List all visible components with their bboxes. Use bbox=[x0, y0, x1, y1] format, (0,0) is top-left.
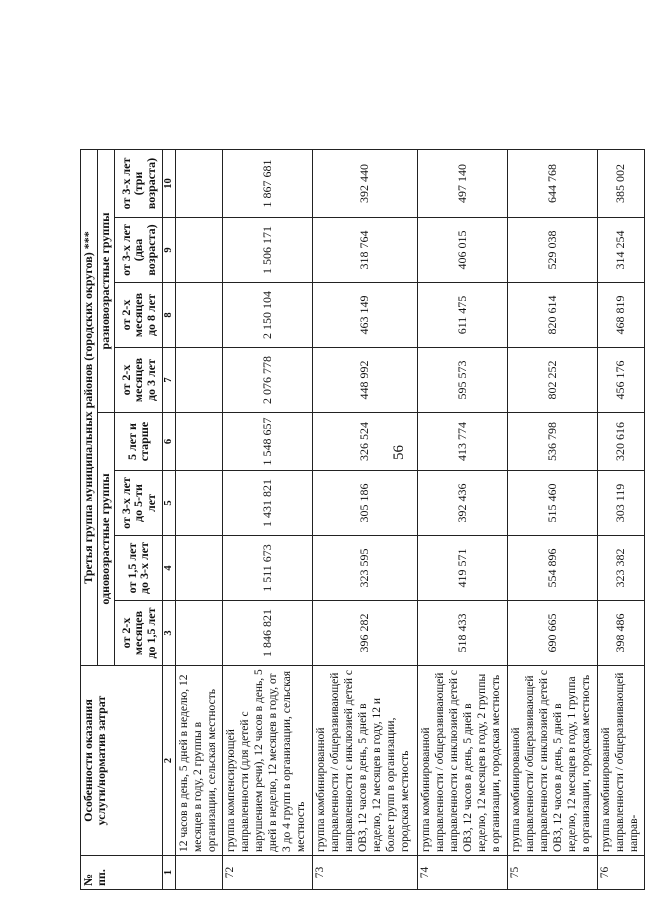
row-value: 456 176 bbox=[598, 348, 645, 413]
row-value: 1 846 821 bbox=[222, 601, 312, 666]
col-number: 8 bbox=[162, 283, 175, 348]
row-value: 1 506 171 bbox=[222, 218, 312, 283]
row-value bbox=[175, 149, 222, 217]
table-row bbox=[222, 149, 312, 889]
row-value: 326 524 bbox=[312, 413, 417, 471]
row-desc: группа компенсирующей направленности (для детей с нарушением речи), 12 часов в день, 5 дней в неделю, 12 месяцев в году, от 3 до 4 групп в организации, сельская местность bbox=[222, 666, 312, 856]
row-value: 318 764 bbox=[312, 218, 417, 283]
col-number: 3 bbox=[162, 601, 175, 666]
row-value bbox=[175, 601, 222, 666]
row-value: 413 774 bbox=[417, 413, 507, 471]
row-value: 518 433 bbox=[417, 601, 507, 666]
header-col-10: от 3-х лет (три возраста) bbox=[115, 149, 163, 217]
row-value: 644 768 bbox=[507, 149, 597, 217]
row-value: 820 614 bbox=[507, 283, 597, 348]
row-value: 536 798 bbox=[507, 413, 597, 471]
row-value bbox=[175, 218, 222, 283]
row-value: 406 015 bbox=[417, 218, 507, 283]
header-mixed-age: разновозрастные группы bbox=[98, 149, 115, 412]
col-number: 5 bbox=[162, 471, 175, 536]
row-value: 1 867 681 bbox=[222, 149, 312, 217]
row-value: 1 548 657 bbox=[222, 413, 312, 471]
row-desc: группа комбинированной направленности / общеразвивающей направленности с инклюзией детей с ОВЗ, 12 часов в день, 5 дней в неделю, 12 месяцев в году, 2 группы в организации, городская местность bbox=[417, 666, 507, 856]
row-value: 2 076 778 bbox=[222, 348, 312, 413]
row-value: 690 665 bbox=[507, 601, 597, 666]
row-value: 1 431 821 bbox=[222, 471, 312, 536]
header-col-5: от 3-х лет до 5-ти лет bbox=[115, 471, 163, 536]
header-col-7: от 2-х месяцев до 3 лет bbox=[115, 348, 163, 413]
header-num: № пп. bbox=[81, 856, 163, 890]
row-num: 76 bbox=[598, 856, 645, 890]
header-same-age: одновозрастные группы bbox=[98, 413, 115, 666]
row-num: 73 bbox=[312, 856, 417, 890]
row-desc: группа комбинированной направленности / общеразвивающей направ- bbox=[598, 666, 645, 856]
row-value: 398 486 bbox=[598, 601, 645, 666]
row-value bbox=[175, 536, 222, 601]
row-value: 303 119 bbox=[598, 471, 645, 536]
row-value: 385 002 bbox=[598, 149, 645, 217]
header-col-9: от 3-х лет (два возраста) bbox=[115, 218, 163, 283]
col-number: 2 bbox=[162, 666, 175, 856]
row-value: 595 573 bbox=[417, 348, 507, 413]
col-number: 10 bbox=[162, 149, 175, 217]
table-row bbox=[507, 149, 597, 889]
page-number: 56 bbox=[391, 445, 407, 460]
row-num: 74 bbox=[417, 856, 507, 890]
row-value: 419 571 bbox=[417, 536, 507, 601]
header-col-6: 5 лет и старше bbox=[115, 413, 163, 471]
row-num: 75 bbox=[507, 856, 597, 890]
row-value: 323 595 bbox=[312, 536, 417, 601]
row-value: 611 475 bbox=[417, 283, 507, 348]
row-value: 554 896 bbox=[507, 536, 597, 601]
row-value: 497 140 bbox=[417, 149, 507, 217]
table-row bbox=[175, 149, 222, 889]
row-value: 392 440 bbox=[312, 149, 417, 217]
col-number: 6 bbox=[162, 413, 175, 471]
row-value: 2 150 104 bbox=[222, 283, 312, 348]
cost-norms-table bbox=[80, 149, 645, 890]
col-number: 9 bbox=[162, 218, 175, 283]
col-number: 7 bbox=[162, 348, 175, 413]
header-third-group: Третья группа муниципальных районов (городских округов) *** bbox=[81, 149, 98, 665]
row-value bbox=[175, 413, 222, 471]
row-desc: группа комбинированной направленности/ общеразвивающей направленности с инклюзией детей с ОВЗ, 12 часов в день, 5 дней в неделю, 12 месяцев в году, 1 группа в организации, городская местность bbox=[507, 666, 597, 856]
row-value bbox=[175, 283, 222, 348]
row-value: 1 511 673 bbox=[222, 536, 312, 601]
row-desc: группа комбинированной направленности / общеразвивающей направленности с инклюзией детей с ОВЗ, 12 часов в день, 5 дней в неделю, 12 месяцев в году, 12 и более групп в организации, городская местность bbox=[312, 666, 417, 856]
row-value: 396 282 bbox=[312, 601, 417, 666]
row-value: 314 254 bbox=[598, 218, 645, 283]
col-number: 1 bbox=[162, 856, 175, 890]
row-value bbox=[175, 348, 222, 413]
row-value: 323 382 bbox=[598, 536, 645, 601]
rotated-table-container bbox=[80, 150, 645, 890]
col-number: 4 bbox=[162, 536, 175, 601]
header-col-4: от 1,5 лет до 3-х лет bbox=[115, 536, 163, 601]
row-value: 448 992 bbox=[312, 348, 417, 413]
header-feature: Особенности оказания услуги/норматив затрат bbox=[81, 666, 163, 856]
row-value: 463 149 bbox=[312, 283, 417, 348]
row-value: 320 616 bbox=[598, 413, 645, 471]
row-value: 529 038 bbox=[507, 218, 597, 283]
row-num: 72 bbox=[222, 856, 312, 890]
table-row bbox=[312, 149, 417, 889]
table-row bbox=[417, 149, 507, 889]
row-value: 802 252 bbox=[507, 348, 597, 413]
header-col-8: от 2-х месяцев до 8 лет bbox=[115, 283, 163, 348]
row-value: 515 460 bbox=[507, 471, 597, 536]
table-row bbox=[598, 149, 645, 889]
row-desc: 12 часов в день, 5 дней в неделю, 12 месяцев в году, 2 группы в организации, сельская местность bbox=[175, 666, 222, 856]
row-num bbox=[175, 856, 222, 890]
row-value bbox=[175, 471, 222, 536]
header-col-3: от 2-х месяцев до 1,5 лет bbox=[115, 601, 163, 666]
row-value: 392 436 bbox=[417, 471, 507, 536]
row-value: 468 819 bbox=[598, 283, 645, 348]
row-value: 305 186 bbox=[312, 471, 417, 536]
